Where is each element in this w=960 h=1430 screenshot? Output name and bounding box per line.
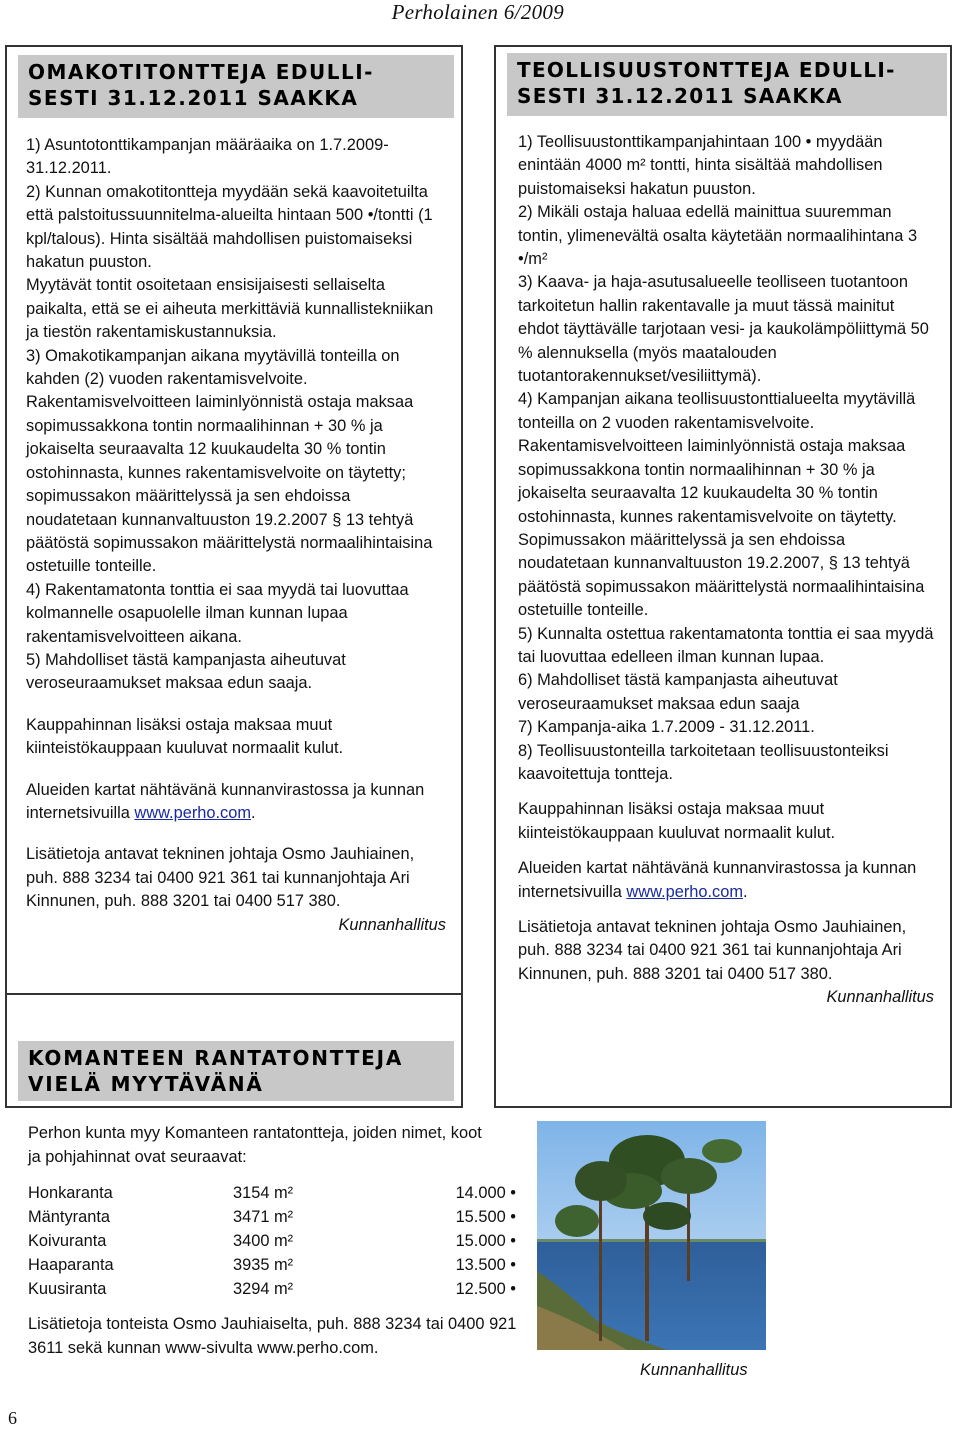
- perho-link[interactable]: www.perho.com: [626, 882, 744, 901]
- paragraph: 8) Teollisuustonteilla tarkoitetaan teollisuustonteiksi kaavoitettuja tontteja.: [518, 741, 889, 783]
- signature: Kunnanhallitus: [338, 915, 446, 934]
- paragraph: 3) Kaava- ja haja-asutusalueelle teolliseen tuotantoon tarkoitetun hallin rakentavalle ja muut tässä mainitut ehdot täyttävälle tarjotaan vesi- ja kaukolämpöliittymä 50 % alennuksella (myös maatalouden tuotantorakennukset/vesiliittymä).: [518, 273, 929, 386]
- komanteen-contact: Lisätietoja tonteista Osmo Jauhiaiselta, puh. 888 3234 tai 0400 921 3611 sekä kunnan www-sivulta www.perho.com.: [28, 1315, 517, 1357]
- plot-area: 3154 m²: [233, 1184, 294, 1202]
- teollisuustontit-body: [518, 131, 934, 1010]
- teollisuustontit-heading: [507, 53, 947, 116]
- maps-label: Alueiden kartat nähtävänä kunnanvirastossa ja kunnan internetsivuilla: [518, 859, 917, 901]
- extra-costs-text: Kauppahinnan lisäksi ostaja maksaa muut kiinteistökauppaan kuuluvat normaalit kulut.: [26, 715, 344, 758]
- heading-line: KOMANTEEN RANTATONTTEJA: [28, 1046, 404, 1070]
- page-number: 6: [8, 1408, 17, 1428]
- plot-table: [28, 1181, 518, 1301]
- plot-row: [28, 1277, 518, 1301]
- lake-photo: [537, 1121, 766, 1350]
- maps-end: .: [743, 882, 748, 901]
- omakotitontit-body: [26, 134, 446, 937]
- plot-price: 15.000 •: [455, 1232, 516, 1250]
- komanteen-heading: [18, 1041, 454, 1101]
- heading-line: OMAKOTITONTTEJA EDULLI-: [28, 60, 374, 84]
- plot-name: Kuusiranta: [28, 1280, 107, 1298]
- paragraph: 2) Kunnan omakotitontteja myydään sekä kaavoitetuilta että palstoitussuunnitelma-alueilta hintaan 500 •/tontti (1 kpl/talous). Hinta sisältää mahdollisen puistomaiseksi hakatun puuston.: [26, 182, 433, 272]
- paragraph: 4) Rakentamatonta tonttia ei saa myydä tai luovuttaa kolmannelle osapuolelle ilman kunnan lupaa rakentamisvelvoitteen aikana.: [26, 580, 409, 646]
- contact-text: Lisätietoja antavat tekninen johtaja Osmo Jauhiainen, puh. 888 3234 tai 0400 921 361 tai kunnanjohtaja Ari Kinnunen, puh. 888 3201 tai 0400 517 380.: [518, 918, 907, 983]
- signature: Kunnanhallitus: [826, 988, 934, 1007]
- paragraph: Myytävät tontit osoitetaan ensisijaisesti sellaiselta paikalta, että se ei aiheuta merkittäviä kunnallistekniikan ja tiestön rakentamiskustannuksia.: [26, 276, 434, 342]
- paragraph: 5) Kunnalta ostettua rakentamatonta tonttia ei saa myydä tai luovuttaa edelleen ilman kunnan lupaa.: [518, 624, 934, 666]
- plot-area: 3294 m²: [233, 1280, 294, 1298]
- heading-line: SESTI 31.12.2011 SAAKKA: [28, 86, 359, 110]
- plot-area: 3935 m²: [233, 1256, 294, 1274]
- heading-line: TEOLLISUUSTONTTEJA EDULLI-: [517, 58, 896, 82]
- maps-end: .: [251, 803, 256, 822]
- plot-price: 15.500 •: [455, 1208, 516, 1226]
- paragraph: 1) Asuntotonttikampanjan määräaika on 1.7.2009-31.12.2011.: [26, 136, 389, 178]
- plot-row: [28, 1205, 518, 1229]
- plot-area: 3400 m²: [233, 1232, 294, 1250]
- omakotitontit-heading: [18, 55, 454, 118]
- plot-price: 12.500 •: [455, 1280, 516, 1298]
- plot-name: Mäntyranta: [28, 1208, 110, 1226]
- plot-row: [28, 1181, 518, 1205]
- plot-row: [28, 1229, 518, 1253]
- plot-area: 3471 m²: [233, 1208, 294, 1226]
- plot-name: Haaparanta: [28, 1256, 114, 1274]
- paragraph: 4) Kampanjan aikana teollisuustonttialueelta myytävillä tonteilla on 2 vuoden rakentamisvelvoite. Rakentamisvelvoitteen laiminlyönnistä ostaja maksaa sopimussakkona tontin normaalihinnan + 30 % ja jokaiselta seuraavalta 12 kuukaudelta 30 % tontin ostohinnasta, kunnes rakentamisvelvoite on täytetty. Sopimussakon määrittelyssä ja sen ehdoissa noudatetaan kunnanvaltuuston 19.2.2007, § 13 tehtyä päätöstä sopimussakon määrittelystä normaalihintaisina ostetuille tonteille.: [518, 390, 925, 620]
- komanteen-intro: Perhon kunta myy Komanteen rantatontteja, joiden nimet, koot ja pohjahinnat ovat seuraavat:: [28, 1124, 482, 1166]
- plot-name: Honkaranta: [28, 1184, 113, 1202]
- perho-link[interactable]: www.perho.com: [134, 803, 252, 822]
- heading-line: SESTI 31.12.2011 SAAKKA: [517, 84, 843, 108]
- plot-name: Koivuranta: [28, 1232, 107, 1250]
- heading-line: VIELÄ MYYTÄVÄNÄ: [28, 1072, 264, 1096]
- extra-costs-text: Kauppahinnan lisäksi ostaja maksaa muut kiinteistökauppaan kuuluvat normaalit kulut.: [518, 800, 836, 842]
- maps-text: [26, 779, 446, 826]
- maps-text: [518, 857, 934, 904]
- paragraph: 2) Mikäli ostaja haluaa edellä mainittua suuremman tontin, ylimenevältä osalta käytetään normaalihintana 3 •/m²: [518, 203, 918, 269]
- paragraph: 7) Kampanja-aika 1.7.2009 - 31.12.2011.: [518, 718, 815, 737]
- maps-label: Alueiden kartat nähtävänä kunnanvirastossa ja kunnan internetsivuilla: [26, 780, 425, 822]
- paragraph: 5) Mahdolliset tästä kampanjasta aiheutuvat veroseuraamukset maksaa edun saaja.: [26, 650, 346, 693]
- plot-price: 14.000 •: [455, 1184, 516, 1202]
- page-header-title: Perholainen 6/2009: [391, 0, 564, 24]
- paragraph: 6) Mahdolliset tästä kampanjasta aiheutuvat veroseuraamukset maksaa edun saaja: [518, 671, 838, 713]
- paragraph: 3) Omakotikampanjan aikana myytävillä tonteilla on kahden (2) vuoden rakentamisvelvoite. Rakentamisvelvoitteen laiminlyönnistä ostaja maksaa sopimussakkona tontin normaalihinnan + 30 % ja jokaiselta seuraavalta 12 kuukaudelta 30 % tontin ostohinnasta, kunnes rakentamisvelvoite on täytetty; sopimussakon määrittelyssä ja sen ehdoissa noudatetaan kunnanvaltuuston 19.2.2007 § 13 tehtyä päätöstä sopimussakon määrittelystä normaalihintaisina ostetuille tonteille.: [26, 346, 433, 576]
- paragraph: 1) Teollisuustonttikampanjahintaan 100 • myydään enintään 4000 m² tontti, hinta sisältää mahdollisen puistomaiseksi hakatun puuston.: [518, 133, 883, 198]
- contact-text: Lisätietoja antavat tekninen johtaja Osmo Jauhiainen, puh. 888 3234 tai 0400 921 361 tai kunnanjohtaja Ari Kinnunen, puh. 888 3201 tai 0400 517 380.: [26, 845, 415, 911]
- signature: Kunnanhallitus: [640, 1361, 748, 1379]
- plot-price: 13.500 •: [455, 1256, 516, 1274]
- plot-row: [28, 1253, 518, 1277]
